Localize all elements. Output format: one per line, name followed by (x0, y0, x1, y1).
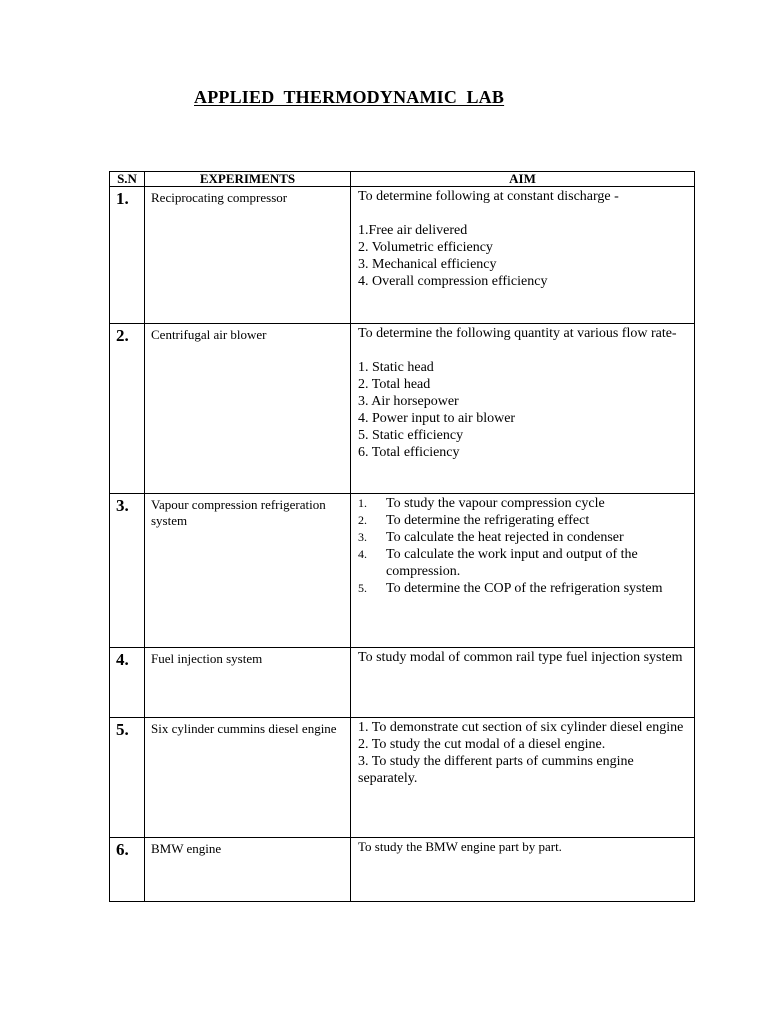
list-text: To determine the refrigerating effect (386, 513, 590, 528)
aim-line: 5. Static efficiency (358, 428, 464, 443)
list-number: 4. (358, 547, 367, 561)
serial-number: 5. (110, 718, 145, 838)
experiment-name: Centrifugal air blower (145, 324, 351, 494)
list-text: To determine the COP of the refrigeration system (386, 581, 663, 596)
aim-line: 1. To demonstrate cut section of six cylinder diesel engine (358, 720, 684, 735)
aim-list (358, 495, 688, 597)
aim-intro: To determine the following quantity at various flow rate- (358, 326, 677, 341)
aim-line: 2. To study the cut modal of a diesel engine. (358, 737, 606, 752)
aim-line: 6. Total efficiency (358, 445, 460, 460)
aim-intro: To study the BMW engine part by part. (358, 839, 562, 854)
aim-cell (351, 324, 695, 494)
serial-number: 1. (110, 187, 145, 324)
experiment-name: Reciprocating compressor (145, 187, 351, 324)
aim-line: 1. Static head (358, 360, 434, 375)
experiment-name: Six cylinder cummins diesel engine (145, 718, 351, 838)
header-experiments: EXPERIMENTS (145, 172, 351, 187)
aim-list-item (358, 580, 688, 597)
experiment-name: Vapour compression refrigeration system (145, 494, 351, 648)
aim-cell (351, 187, 695, 324)
aim-intro: To determine following at constant discharge - (358, 189, 619, 204)
aim-line: 4. Power input to air blower (358, 411, 516, 426)
header-sn: S.N (110, 172, 145, 187)
table-row (110, 838, 695, 902)
table-row (110, 324, 695, 494)
aim-list-item (358, 495, 688, 512)
aim-cell (351, 494, 695, 648)
table-row (110, 718, 695, 838)
aim-cell (351, 838, 695, 902)
list-text: To study the vapour compression cycle (386, 496, 605, 511)
list-text: To calculate the heat rejected in condenser (386, 530, 624, 545)
aim-line: 3. To study the different parts of cummins engine separately. (358, 754, 634, 786)
page-title: APPLIED THERMODYNAMIC LAB (194, 87, 505, 107)
list-number: 2. (358, 513, 367, 527)
aim-line: 2. Total head (358, 377, 431, 392)
serial-number: 3. (110, 494, 145, 648)
aim-list-item (358, 529, 688, 546)
table-header-row (110, 172, 695, 187)
serial-number: 2. (110, 324, 145, 494)
aim-line: 3. Air horsepower (358, 394, 459, 409)
aim-cell (351, 648, 695, 718)
experiment-name: Fuel injection system (145, 648, 351, 718)
aim-intro: To study modal of common rail type fuel injection system (358, 650, 683, 665)
table-row (110, 494, 695, 648)
serial-number: 4. (110, 648, 145, 718)
list-number: 5. (358, 581, 367, 595)
aim-line: 1.Free air delivered (358, 223, 468, 238)
aim-cell (351, 718, 695, 838)
aim-line: 3. Mechanical efficiency (358, 257, 497, 272)
experiments-table (109, 171, 695, 902)
header-aim: AIM (351, 172, 695, 187)
table-row (110, 187, 695, 324)
aim-list-item (358, 512, 688, 529)
aim-line: 2. Volumetric efficiency (358, 240, 493, 255)
table-row (110, 648, 695, 718)
serial-number: 6. (110, 838, 145, 902)
aim-list-item (358, 546, 688, 580)
experiment-name: BMW engine (145, 838, 351, 902)
aim-line: 4. Overall compression efficiency (358, 274, 548, 289)
list-number: 1. (358, 496, 367, 510)
list-number: 3. (358, 530, 367, 544)
list-text: To calculate the work input and output of the compression. (386, 547, 638, 579)
